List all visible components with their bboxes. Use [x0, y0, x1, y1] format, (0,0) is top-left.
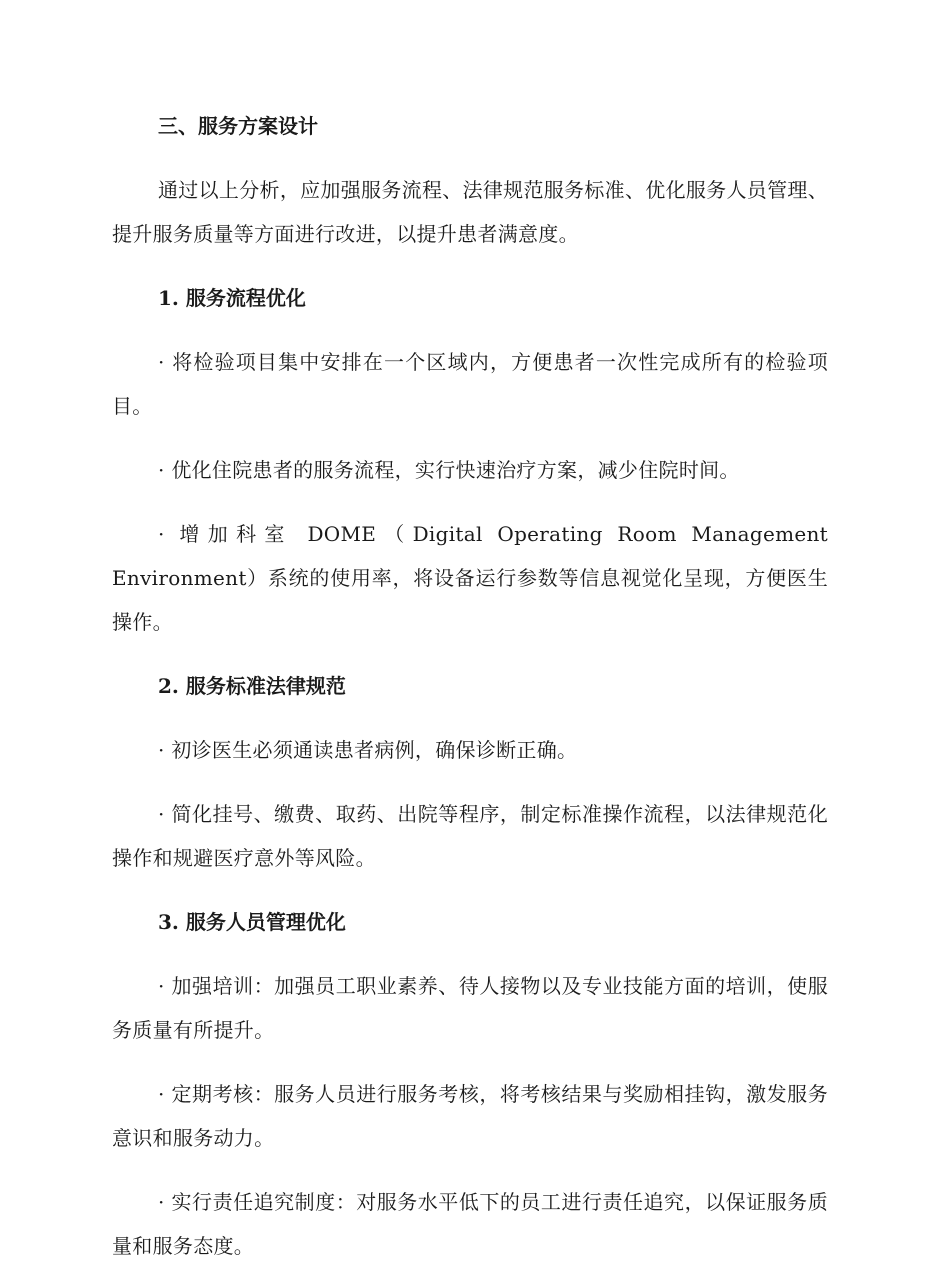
- section-intro: 通过以上分析，应加强服务流程、法律规范服务标准、优化服务人员管理、提升服务质量等方面进行改进，以提升患者满意度。: [112, 178, 828, 246]
- list-item: · 加强培训：加强员工职业素养、待人接物以及专业技能方面的培训，使服务质量有所提升。: [112, 974, 828, 1042]
- subsection-heading-2: 2. 服务标准法律规范: [158, 674, 346, 698]
- subsection-heading-3: 3. 服务人员管理优化: [158, 910, 346, 934]
- section-title: 三、服务方案设计: [158, 114, 318, 138]
- list-item: · 定期考核：服务人员进行服务考核，将考核结果与奖励相挂钩，激发服务意识和服务动力。: [112, 1082, 828, 1150]
- list-item: · 简化挂号、缴费、取药、出院等程序，制定标准操作流程，以法律规范化操作和规避医疗意外等风险。: [112, 802, 828, 870]
- list-item: · 增加科室 DOME（Digital Operating Room Management Environment）系统的使用率，将设备运行参数等信息视觉化呈现，方便医生操作。: [112, 522, 828, 634]
- document-page: [112, 104, 828, 1288]
- subsection-heading-1: 1. 服务流程优化: [158, 286, 306, 310]
- list-item: · 优化住院患者的服务流程，实行快速治疗方案，减少住院时间。: [158, 458, 740, 482]
- list-item: · 初诊医生必须通读患者病例，确保诊断正确。: [158, 738, 578, 762]
- list-item: · 将检验项目集中安排在一个区域内，方便患者一次性完成所有的检验项目。: [112, 350, 828, 418]
- list-item: · 实行责任追究制度：对服务水平低下的员工进行责任追究，以保证服务质量和服务态度。: [112, 1190, 828, 1258]
